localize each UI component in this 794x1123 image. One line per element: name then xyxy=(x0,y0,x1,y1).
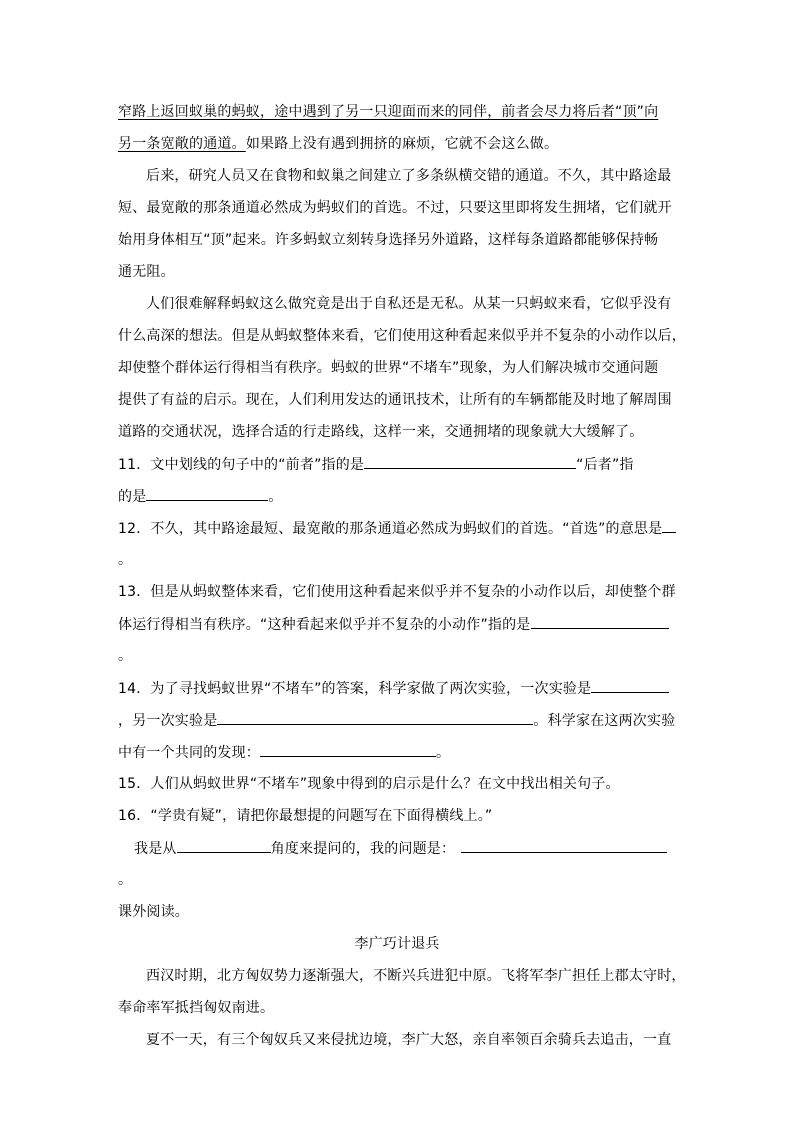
question-13-end: 。 xyxy=(118,648,133,664)
passage-paragraph-start: 西汉时期，北方匈奴势力逐渐强大，不断兴兵进犯中原。飞将军李广担任上郡太守时， xyxy=(146,968,686,984)
question-12: 12．不久，其中路途最短、最宽敞的那条通道必然成为蚂蚁们的首选。“首选”的意思是 xyxy=(118,518,676,538)
question-16-cont: 我是从 角度来提问的，我的问题是： xyxy=(118,838,667,858)
passage-paragraph-start: 后来，研究人员又在食物和蚁巢之间建立了多条纵横交错的通道。不久，其中路途最 xyxy=(146,168,672,184)
passage-line: 道路的交通状况，选择合适的行走路线，这样一来，交通拥堵的现象就大大缓解了。 xyxy=(118,424,644,440)
passage-line: 始用身体相互“顶”起来。许多蚂蚁立刻转身选择另外道路，这样每条道路都能够保持畅 xyxy=(118,232,659,248)
passage-line: 通无阻。 xyxy=(118,264,175,280)
passage-paragraph-start: 夏不一天，有三个匈奴兵又来侵扰边境，李广大怒，亲自率领百余骑兵去追击，一直 xyxy=(146,1032,672,1048)
question-14-cont: ，另一次实验是 。科学家在这两次实验 xyxy=(118,710,675,730)
answer-blank-q14-b[interactable] xyxy=(217,710,533,725)
answer-blank-q13[interactable] xyxy=(531,614,669,629)
passage-line: 奉命率军抵挡匈奴南进。 xyxy=(118,1000,275,1016)
answer-blank-q14-c[interactable] xyxy=(260,742,436,757)
question-11-cont: 的是 。 xyxy=(118,486,283,506)
underlined-sentence: 窄路上返回蚁巢的蚂蚁，途中遇到了另一只迎面而来的同伴，前者会尽力将后者“顶”向 xyxy=(118,104,659,120)
underlined-sentence-line-1 xyxy=(118,102,658,122)
question-12-cont: 。 xyxy=(118,552,133,568)
passage-line: 另一条宽敞的通道。如果路上没有遇到拥挤的麻烦，它就不会这么做。 xyxy=(118,136,559,152)
passage-line: 提供了有益的启示。现在，人们利用发达的通讯技术，让所有的车辆都能及时地了解周围 xyxy=(118,392,672,408)
question-13-cont: 体运行得相当有秩序。“这种看起来似乎并不复杂的小动作”指的是 xyxy=(118,614,669,634)
passage-title: 李广巧计退兵 xyxy=(354,936,440,952)
passage-line: 短、最宽敞的那条通道必然成为蚂蚁们的首选。不过，只要这里即将发生拥堵，它们就开 xyxy=(118,200,672,216)
question-13: 13．但是从蚂蚁整体来看，它们使用这种看起来似乎并不复杂的小动作以后，却使整个群 xyxy=(118,584,676,600)
question-14: 14．为了寻找蚂蚁世界“不堵车”的答案，科学家做了两次实验，一次实验是 xyxy=(118,678,669,698)
answer-blank-q11-b[interactable] xyxy=(146,486,268,501)
answer-blank-q16-angle[interactable] xyxy=(177,838,271,853)
question-16-end: 。 xyxy=(118,872,133,888)
question-16: 16．“学贵有疑”，请把你最想提的问题写在下面得横线上。” xyxy=(118,808,493,824)
underlined-sentence: 另一条宽敞的通道。 xyxy=(118,136,246,152)
answer-blank-q14-a[interactable] xyxy=(591,678,669,693)
answer-blank-q11-a[interactable] xyxy=(364,454,576,469)
passage-paragraph-start: 人们很难解释蚂蚁这么做究竟是出于自私还是无私。从某一只蚂蚁来看，它似乎没有 xyxy=(146,296,672,312)
passage-line: 却使整个群体运行得相当有秩序。蚂蚁的世界“不堵车”现象，为人们解决城市交通问题 xyxy=(118,360,659,376)
question-11: 11．文中划线的句子中的“前者”指的是 “后者”指 xyxy=(118,454,634,474)
section-label: 课外阅读。 xyxy=(118,904,189,920)
passage-line: 什么高深的想法。但是从蚂蚁整体来看，它们使用这种看起来似乎并不复杂的小动作以后， xyxy=(118,328,686,344)
question-14-end: 中有一个共同的发现： 。 xyxy=(118,742,450,762)
answer-blank-q16-question[interactable] xyxy=(461,838,667,853)
question-15: 15．人们从蚂蚁世界“不堵车”现象中得到的启示是什么？在文中找出相关句子。 xyxy=(118,776,620,792)
answer-blank-q12[interactable] xyxy=(662,518,676,533)
